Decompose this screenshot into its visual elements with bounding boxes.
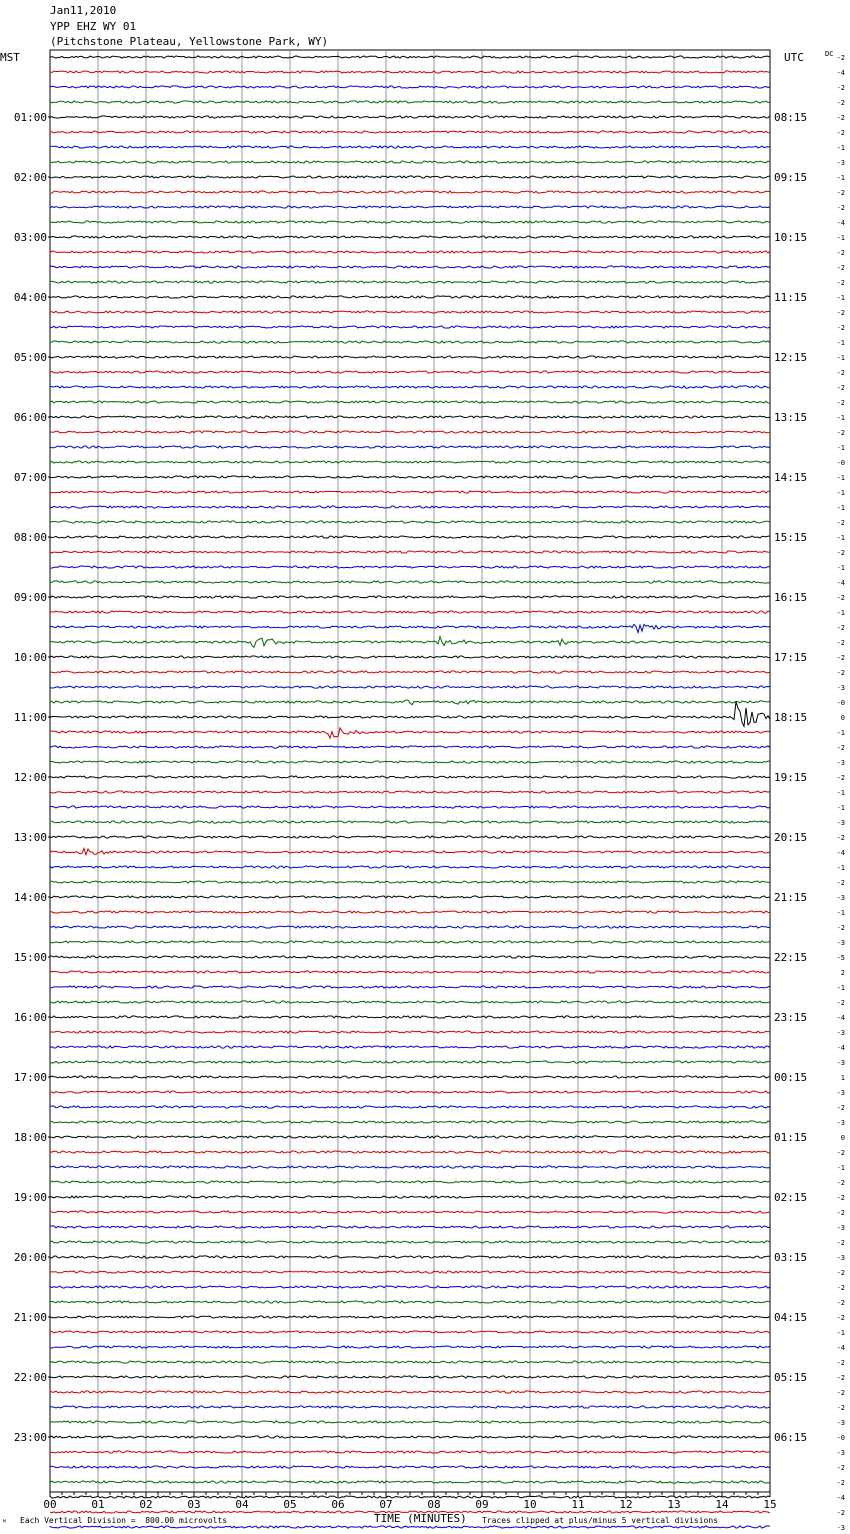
seismic-trace xyxy=(50,1121,770,1123)
dc-offset-label: -2 xyxy=(836,1299,845,1307)
x-tick-label: 06 xyxy=(331,1498,345,1511)
mst-hour-label: 17:00 xyxy=(13,1071,47,1084)
dc-offset-label: -2 xyxy=(836,1239,845,1247)
mst-hour-label: 13:00 xyxy=(13,831,47,844)
seismic-trace xyxy=(50,1301,770,1303)
dc-offset-label: 0 xyxy=(840,1134,845,1142)
seismic-trace xyxy=(50,191,770,193)
dc-offset-label: -3 xyxy=(836,1059,845,1067)
dc-offset-label: -2 xyxy=(836,924,845,932)
x-tick-label: 02 xyxy=(139,1498,153,1511)
seismic-trace xyxy=(50,296,770,298)
mst-hour-label: 01:00 xyxy=(13,111,47,124)
seismic-trace xyxy=(50,881,770,883)
utc-hour-label: 22:15 xyxy=(774,951,808,964)
dc-offset-label: -2 xyxy=(836,1194,845,1202)
x-tick-label: 03 xyxy=(187,1498,201,1511)
dc-offset-label: -2 xyxy=(836,54,845,62)
dc-offset-label: -3 xyxy=(836,1089,845,1097)
dc-offset-label: -3 xyxy=(836,1449,845,1457)
seismic-trace xyxy=(50,956,770,958)
dc-offset-label: -3 xyxy=(836,819,845,827)
seismic-trace xyxy=(50,1211,770,1213)
mst-hour-label: 20:00 xyxy=(13,1251,47,1264)
seismic-trace xyxy=(50,1106,770,1108)
seismic-trace xyxy=(50,836,770,838)
dc-offset-label: -2 xyxy=(836,639,845,647)
seismic-trace xyxy=(50,1421,770,1423)
seismic-trace xyxy=(50,521,770,523)
clip-note: Traces clipped at plus/minus 5 vertical divisions xyxy=(482,1516,719,1525)
dc-offset-label: -2 xyxy=(836,249,845,257)
dc-offset-label: -2 xyxy=(836,99,845,107)
x-tick-label: 14 xyxy=(715,1498,729,1511)
mst-hour-label: 06:00 xyxy=(13,411,47,424)
dc-offset-label: -2 xyxy=(836,1464,845,1472)
utc-hour-label: 00:15 xyxy=(774,1071,808,1084)
dc-offset-label: -3 xyxy=(836,1254,845,1262)
seismic-trace xyxy=(50,1496,770,1498)
x-axis-title: TIME (MINUTES) xyxy=(374,1512,467,1525)
seismic-trace xyxy=(50,791,770,793)
seismic-trace xyxy=(50,446,770,448)
dc-offset-label: -2 xyxy=(836,1389,845,1397)
dc-offset-label: -1 xyxy=(836,144,845,152)
mst-hour-label: 09:00 xyxy=(13,591,47,604)
seismic-trace xyxy=(50,821,770,823)
x-tick-label: 11 xyxy=(571,1498,585,1511)
seismic-trace xyxy=(50,146,770,148)
dc-offset-label: -4 xyxy=(836,219,845,227)
dc-offset-label: -1 xyxy=(836,444,845,452)
dc-offset-label: -3 xyxy=(836,1119,845,1127)
seismic-trace xyxy=(50,281,770,283)
dc-offset-label: -1 xyxy=(836,474,845,482)
seismic-trace xyxy=(50,1286,770,1288)
seismic-trace xyxy=(50,1076,770,1078)
utc-hour-label: 15:15 xyxy=(774,531,808,544)
location-label: (Pitchstone Plateau, Yellowstone Park, WY) xyxy=(50,35,329,48)
dc-offset-label: -1 xyxy=(836,534,845,542)
seismic-trace xyxy=(50,806,770,808)
dc-offset-label: -2 xyxy=(836,654,845,662)
dc-offset-label: -2 xyxy=(836,879,845,887)
dc-offset-label: -1 xyxy=(836,174,845,182)
dc-offset-label: -1 xyxy=(836,909,845,917)
mst-hour-label: 14:00 xyxy=(13,891,47,904)
dc-offset-label: -2 xyxy=(836,129,845,137)
seismic-trace xyxy=(50,371,770,373)
seismic-trace xyxy=(50,506,770,508)
x-tick-label: 07 xyxy=(379,1498,393,1511)
dc-offset-label: 0 xyxy=(840,714,845,722)
mst-hour-label: 15:00 xyxy=(13,951,47,964)
dc-offset-label: -1 xyxy=(836,1329,845,1337)
dc-offset-label: -3 xyxy=(836,159,845,167)
seismic-trace xyxy=(50,416,770,418)
seismic-trace xyxy=(50,1061,770,1063)
dc-offset-label: -2 xyxy=(836,1374,845,1382)
seismic-trace xyxy=(50,671,770,673)
utc-hour-label: 06:15 xyxy=(774,1431,808,1444)
utc-hour-label: 14:15 xyxy=(774,471,808,484)
seismic-trace xyxy=(50,1256,770,1258)
dc-offset-label: -1 xyxy=(836,729,845,737)
seismic-trace xyxy=(50,1361,770,1363)
seismic-trace xyxy=(50,761,770,763)
utc-hour-label: 11:15 xyxy=(774,291,808,304)
dc-offset-label: -4 xyxy=(836,69,845,77)
utc-hour-label: 09:15 xyxy=(774,171,808,184)
dc-offset-label: -3 xyxy=(836,1419,845,1427)
seismic-trace xyxy=(50,401,770,403)
seismic-trace xyxy=(50,941,770,943)
utc-hour-label: 16:15 xyxy=(774,591,808,604)
mst-hour-label: 03:00 xyxy=(13,231,47,244)
seismic-trace xyxy=(50,1391,770,1393)
seismic-trace xyxy=(50,776,770,778)
mst-hour-label: 22:00 xyxy=(13,1371,47,1384)
utc-hour-label: 03:15 xyxy=(774,1251,808,1264)
dc-offset-label: -3 xyxy=(836,1029,845,1037)
seismic-trace xyxy=(50,702,770,727)
x-tick-label: 01 xyxy=(91,1498,105,1511)
seismic-trace xyxy=(50,1466,770,1468)
dc-offset-label: -2 xyxy=(836,1149,845,1157)
utc-hour-label: 01:15 xyxy=(774,1131,808,1144)
seismic-trace xyxy=(50,1181,770,1183)
dc-offset-label: -0 xyxy=(836,459,845,467)
dc-offset-label: -4 xyxy=(836,1044,845,1052)
seismic-trace xyxy=(50,461,770,463)
dc-offset-label: -0 xyxy=(836,699,845,707)
x-tick-label: 04 xyxy=(235,1498,249,1511)
dc-offset-label: -1 xyxy=(836,789,845,797)
seismic-trace xyxy=(50,728,770,738)
dc-offset-label: -1 xyxy=(836,804,845,812)
mst-hour-label: 19:00 xyxy=(13,1191,47,1204)
mst-hour-label: 21:00 xyxy=(13,1311,47,1324)
seismic-trace xyxy=(50,986,770,988)
utc-hour-label: 04:15 xyxy=(774,1311,808,1324)
seismic-trace xyxy=(50,746,770,748)
seismic-trace xyxy=(50,356,770,358)
x-tick-label: 05 xyxy=(283,1498,297,1511)
dc-offset-label: -2 xyxy=(836,189,845,197)
seismic-trace xyxy=(50,266,770,268)
dc-offset-label: -1 xyxy=(836,234,845,242)
dc-offset-label: -2 xyxy=(836,1359,845,1367)
dc-offset-label: -3 xyxy=(836,894,845,902)
seismic-trace xyxy=(50,491,770,493)
footer-mark: ᴹ xyxy=(2,1518,7,1527)
seismic-trace xyxy=(50,1151,770,1153)
seismic-trace xyxy=(50,1451,770,1453)
seismic-trace xyxy=(50,624,770,632)
mst-hour-label: 16:00 xyxy=(13,1011,47,1024)
dc-offset-label: -2 xyxy=(836,1509,845,1517)
seismic-trace xyxy=(50,161,770,163)
seismic-trace xyxy=(50,116,770,118)
seismic-trace xyxy=(50,1046,770,1048)
seismic-trace xyxy=(50,566,770,568)
dc-offset-label: -4 xyxy=(836,579,845,587)
seismic-trace xyxy=(50,251,770,253)
dc-offset-label: -2 xyxy=(836,624,845,632)
dc-offset-label: -4 xyxy=(836,1344,845,1352)
dc-offset-label: -1 xyxy=(836,414,845,422)
mst-hour-label: 10:00 xyxy=(13,651,47,664)
seismic-trace xyxy=(50,700,770,705)
seismic-trace xyxy=(50,1166,770,1168)
mst-hour-label: 23:00 xyxy=(13,1431,47,1444)
utc-hour-label: 19:15 xyxy=(774,771,808,784)
dc-offset-label: -2 xyxy=(836,1314,845,1322)
seismic-trace xyxy=(50,431,770,433)
dc-offset-label: -2 xyxy=(836,279,845,287)
seismic-trace xyxy=(50,848,770,855)
dc-offset-label: -2 xyxy=(836,1104,845,1112)
dc-offset-label: -2 xyxy=(836,309,845,317)
dc-offset-label: -1 xyxy=(836,864,845,872)
seismic-trace xyxy=(50,926,770,928)
x-tick-label: 00 xyxy=(43,1498,57,1511)
mst-hour-label: 08:00 xyxy=(13,531,47,544)
dc-offset-label: -2 xyxy=(836,669,845,677)
dc-offset-label: -3 xyxy=(836,684,845,692)
left-axis-label: MST xyxy=(0,51,20,64)
seismic-trace xyxy=(50,1196,770,1198)
seismic-trace xyxy=(50,476,770,478)
dc-offset-label: -1 xyxy=(836,609,845,617)
seismic-trace xyxy=(50,1346,770,1348)
dc-offset-label: -2 xyxy=(836,1404,845,1412)
x-tick-label: 15 xyxy=(763,1498,777,1511)
seismic-trace xyxy=(50,1016,770,1018)
dc-offset-label: 1 xyxy=(840,1074,845,1082)
seismic-trace xyxy=(50,866,770,868)
seismic-trace xyxy=(50,71,770,73)
seismic-trace xyxy=(50,1316,770,1318)
dc-offset-label: -1 xyxy=(836,504,845,512)
dc-offset-label: -2 xyxy=(836,549,845,557)
seismic-trace xyxy=(50,221,770,223)
dc-offset-label: 2 xyxy=(840,969,845,977)
mst-hour-label: 05:00 xyxy=(13,351,47,364)
utc-hour-label: 21:15 xyxy=(774,891,808,904)
mst-hour-label: 12:00 xyxy=(13,771,47,784)
seismic-trace xyxy=(50,551,770,553)
seismic-trace xyxy=(50,131,770,133)
dc-offset-label: -2 xyxy=(836,774,845,782)
dc-offset-label: -1 xyxy=(836,294,845,302)
seismic-trace xyxy=(50,1436,770,1438)
seismic-trace xyxy=(50,686,770,688)
seismic-trace xyxy=(50,971,770,973)
seismic-trace xyxy=(50,1031,770,1033)
seismic-trace xyxy=(50,176,770,178)
seismic-trace xyxy=(50,611,770,613)
seismic-trace xyxy=(50,1271,770,1273)
seismic-trace xyxy=(50,386,770,388)
dc-offset-label: -3 xyxy=(836,759,845,767)
seismic-trace xyxy=(50,656,770,658)
seismic-trace xyxy=(50,896,770,898)
seismic-trace xyxy=(50,596,770,598)
utc-hour-label: 02:15 xyxy=(774,1191,808,1204)
dc-offset-label: -4 xyxy=(836,1014,845,1022)
dc-offset-label: -2 xyxy=(836,834,845,842)
dc-offset-label: -2 xyxy=(836,1209,845,1217)
dc-offset-label: -4 xyxy=(836,849,845,857)
utc-hour-label: 23:15 xyxy=(774,1011,808,1024)
utc-hour-label: 13:15 xyxy=(774,411,808,424)
seismic-trace xyxy=(50,56,770,58)
seismic-trace xyxy=(50,911,770,913)
seismic-trace xyxy=(50,1241,770,1243)
dc-offset-label: -1 xyxy=(836,1164,845,1172)
dc-offset-label: -2 xyxy=(836,594,845,602)
scale-note: Each Vertical Division = 800.00 microvolts xyxy=(20,1516,228,1525)
dc-offset-label: -2 xyxy=(836,1179,845,1187)
seismic-trace xyxy=(50,1226,770,1228)
date-label: Jan11,2010 xyxy=(50,4,117,17)
seismic-trace xyxy=(50,1481,770,1483)
seismic-trace xyxy=(50,1406,770,1408)
seismic-trace xyxy=(50,341,770,343)
utc-hour-label: 05:15 xyxy=(774,1371,808,1384)
dc-offset-label: -4 xyxy=(836,1494,845,1502)
dc-offset-label: -1 xyxy=(836,354,845,362)
mst-hour-label: 02:00 xyxy=(13,171,47,184)
mst-hour-label: 18:00 xyxy=(13,1131,47,1144)
seismic-trace xyxy=(50,101,770,103)
dc-offset-label: -2 xyxy=(836,999,845,1007)
utc-hour-label: 12:15 xyxy=(774,351,808,364)
utc-hour-label: 18:15 xyxy=(774,711,808,724)
seismic-trace xyxy=(50,86,770,88)
dc-offset-label: -2 xyxy=(836,114,845,122)
mst-hour-label: 04:00 xyxy=(13,291,47,304)
seismic-trace xyxy=(50,326,770,328)
utc-hour-label: 08:15 xyxy=(774,111,808,124)
utc-hour-label: 17:15 xyxy=(774,651,808,664)
dc-offset-label: -5 xyxy=(836,954,845,962)
x-tick-label: 10 xyxy=(523,1498,537,1511)
seismic-trace xyxy=(50,637,770,648)
seismic-trace xyxy=(50,536,770,538)
seismic-trace xyxy=(50,1001,770,1003)
utc-hour-label: 10:15 xyxy=(774,231,808,244)
dc-offset-label: -2 xyxy=(836,1284,845,1292)
seismic-trace xyxy=(50,1526,770,1528)
dc-offset-label: -2 xyxy=(836,84,845,92)
dc-offset-label: -2 xyxy=(836,1479,845,1487)
dc-offset-label: -2 xyxy=(836,204,845,212)
dc-offset-label: -1 xyxy=(836,489,845,497)
dc-offset-label: -2 xyxy=(836,1269,845,1277)
dc-offset-label: -1 xyxy=(836,564,845,572)
x-tick-label: 13 xyxy=(667,1498,681,1511)
right-axis-label: UTC xyxy=(784,51,804,64)
dc-offset-label: -3 xyxy=(836,939,845,947)
mst-hour-label: 11:00 xyxy=(13,711,47,724)
dc-offset-label: -3 xyxy=(836,1524,845,1532)
dc-offset-label: -2 xyxy=(836,324,845,332)
mst-hour-label: 07:00 xyxy=(13,471,47,484)
station-label: YPP EHZ WY 01 xyxy=(50,20,137,33)
seismic-trace xyxy=(50,236,770,238)
seismic-trace xyxy=(50,1136,770,1138)
dc-offset-label: -0 xyxy=(836,1434,845,1442)
dc-offset-label: -2 xyxy=(836,744,845,752)
seismic-trace xyxy=(50,1091,770,1093)
dc-label: DC xyxy=(825,50,834,58)
dc-offset-label: -2 xyxy=(836,264,845,272)
seismic-trace xyxy=(50,206,770,208)
seismic-trace xyxy=(50,581,770,583)
seismic-trace xyxy=(50,1376,770,1378)
dc-offset-label: -2 xyxy=(836,369,845,377)
utc-hour-label: 20:15 xyxy=(774,831,808,844)
dc-offset-label: -2 xyxy=(836,429,845,437)
dc-offset-label: -1 xyxy=(836,984,845,992)
dc-offset-label: -1 xyxy=(836,339,845,347)
x-tick-label: 12 xyxy=(619,1498,633,1511)
x-tick-label: 09 xyxy=(475,1498,489,1511)
dc-offset-label: -2 xyxy=(836,399,845,407)
dc-offset-label: -3 xyxy=(836,1224,845,1232)
dc-offset-label: -2 xyxy=(836,384,845,392)
x-tick-label: 08 xyxy=(427,1498,441,1511)
seismic-trace xyxy=(50,311,770,313)
dc-offset-label: -2 xyxy=(836,519,845,527)
seismic-trace xyxy=(50,1331,770,1333)
